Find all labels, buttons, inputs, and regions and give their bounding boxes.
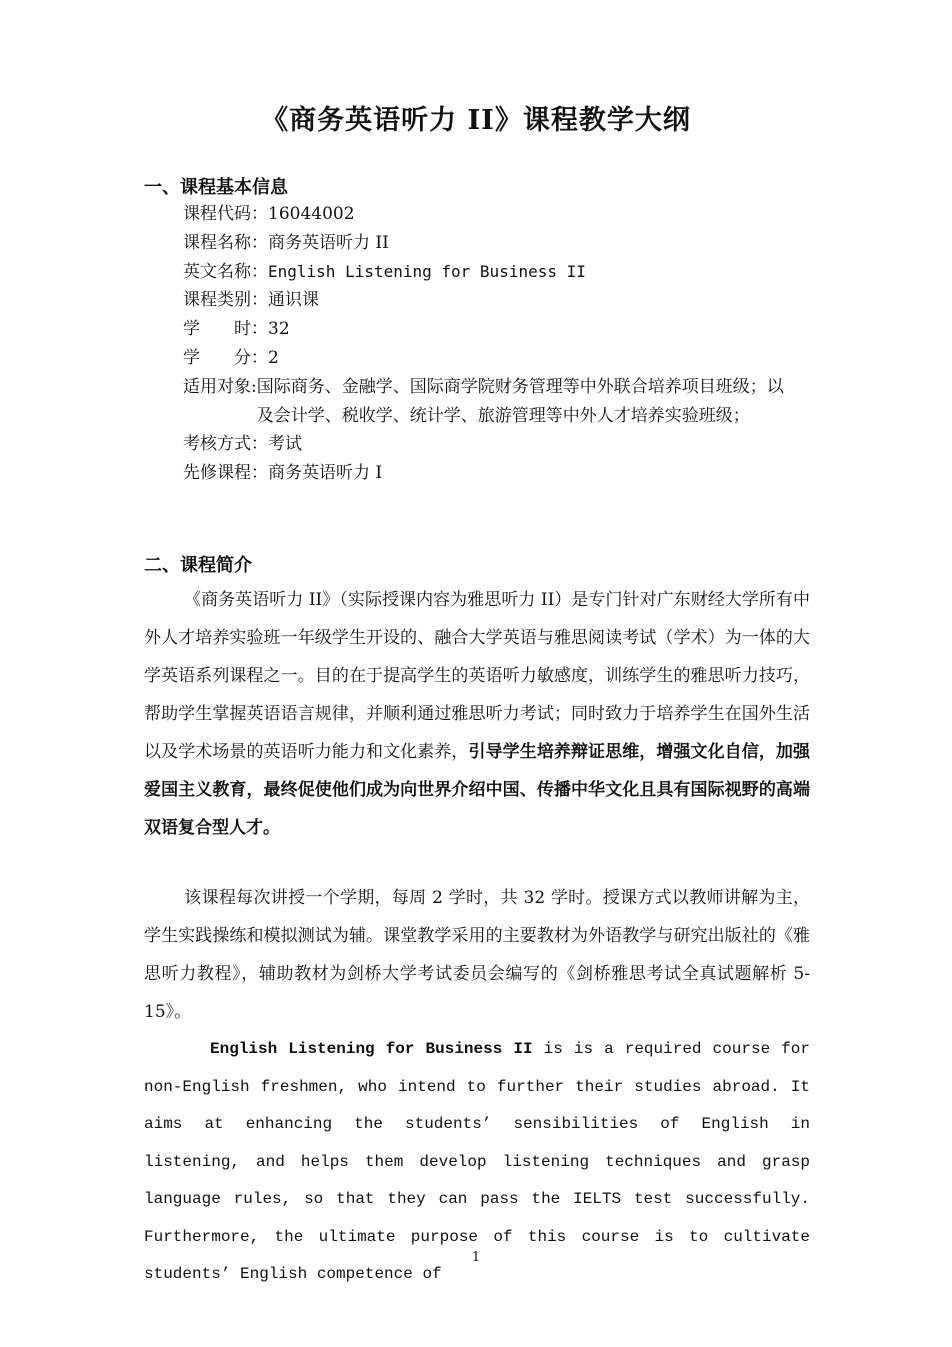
- section-heading-intro: 二、课程简介: [144, 555, 252, 576]
- info-row-category: [183, 286, 789, 315]
- intro-paragraph-1: [144, 581, 810, 847]
- section-heading-basic-info: 一、课程基本信息: [144, 177, 288, 198]
- info-value: English Listening for Business II: [268, 261, 586, 281]
- info-label: 学 时：: [183, 319, 268, 340]
- info-label: 先修课程：: [183, 463, 268, 484]
- info-value: 国际商务、金融学、国际商学院财务管理等中外联合培养项目班级；以及会计学、税收学、统计学、旅游管理等中外人才培养实验班级；: [256, 376, 784, 426]
- info-label: 课程代码：: [183, 204, 268, 224]
- info-label: 学 分：: [183, 347, 268, 368]
- info-value: 2: [268, 347, 279, 368]
- info-row-hours: [183, 315, 789, 344]
- info-value: 商务英语听力 II: [268, 232, 389, 253]
- info-label: 课程名称：: [183, 232, 268, 253]
- english-intro-text: is is a required course for non-English freshmen, who intend to further their studies abroad. It aims at enhancing the students’ sensibilities of English in listening, and helps them develop listening techniques and grasp language rules, so that they can pass the IELTS test successfully. Furthermore, the ultimate purpose of this course is to cultivate students’ English competence of: [144, 1040, 810, 1283]
- info-row-credits: [183, 344, 789, 373]
- schedule-text: 该课程每次讲授一个学期，每周 2 学时，共 32 学时。授课方式以教师讲解为主，学生实践操练和模拟测试为辅。课堂教学采用的主要教材为外语教学与研究出版社的《雅思听力教程》，辅助教材为剑桥大学考试委员会编写的《剑桥雅思考试全真试题解析 5-15》。: [144, 888, 810, 1022]
- info-row-assessment: [183, 430, 789, 459]
- info-value: 16044002: [268, 204, 355, 224]
- info-row-prerequisite: [183, 459, 789, 488]
- info-label: 适用对象:: [183, 376, 257, 397]
- intro-paragraph-2: [144, 879, 810, 1031]
- page-number: 1: [471, 1250, 481, 1265]
- info-label: 英文名称：: [183, 261, 268, 282]
- info-row-english-name: [183, 258, 789, 287]
- info-value: 商务英语听力 I: [268, 463, 383, 484]
- info-value: 通识课: [268, 290, 319, 311]
- intro-emphasis-text: 引导学生培养辩证思维，增强文化自信，加强爱国主义教育，最终促使他们成为向世界介绍中国、传播中华文化且具有国际视野的高端双语复合型人才。: [144, 742, 810, 838]
- info-row-name: [183, 229, 789, 258]
- english-course-title: English Listening for Business II: [210, 1040, 533, 1058]
- info-row-code: [183, 200, 789, 229]
- intro-text: 《商务英语听力 II》（实际授课内容为雅思听力 II）是专门针对广东财经大学所有中外人才培养实验班一年级学生开设的、融合大学英语与雅思阅读考试（学术）为一体的大学英语系列课程之一。目的在于提高学生的英语听力敏感度，训练学生的雅思听力技巧，帮助学生掌握英语语言规律，并顺利通过雅思听力考试；同时致力于培养学生在国外生活以及学术场景的英语听力能力和文化素养，: [144, 590, 810, 762]
- course-info-list: [183, 200, 789, 488]
- document-title: 《商务英语听力 II》课程教学大纲: [261, 105, 691, 136]
- info-value: 32: [268, 319, 290, 340]
- info-label: 课程类别：: [183, 290, 268, 311]
- info-label: 考核方式：: [183, 434, 268, 455]
- info-row-audience: [183, 373, 789, 431]
- info-value: 考试: [268, 434, 302, 455]
